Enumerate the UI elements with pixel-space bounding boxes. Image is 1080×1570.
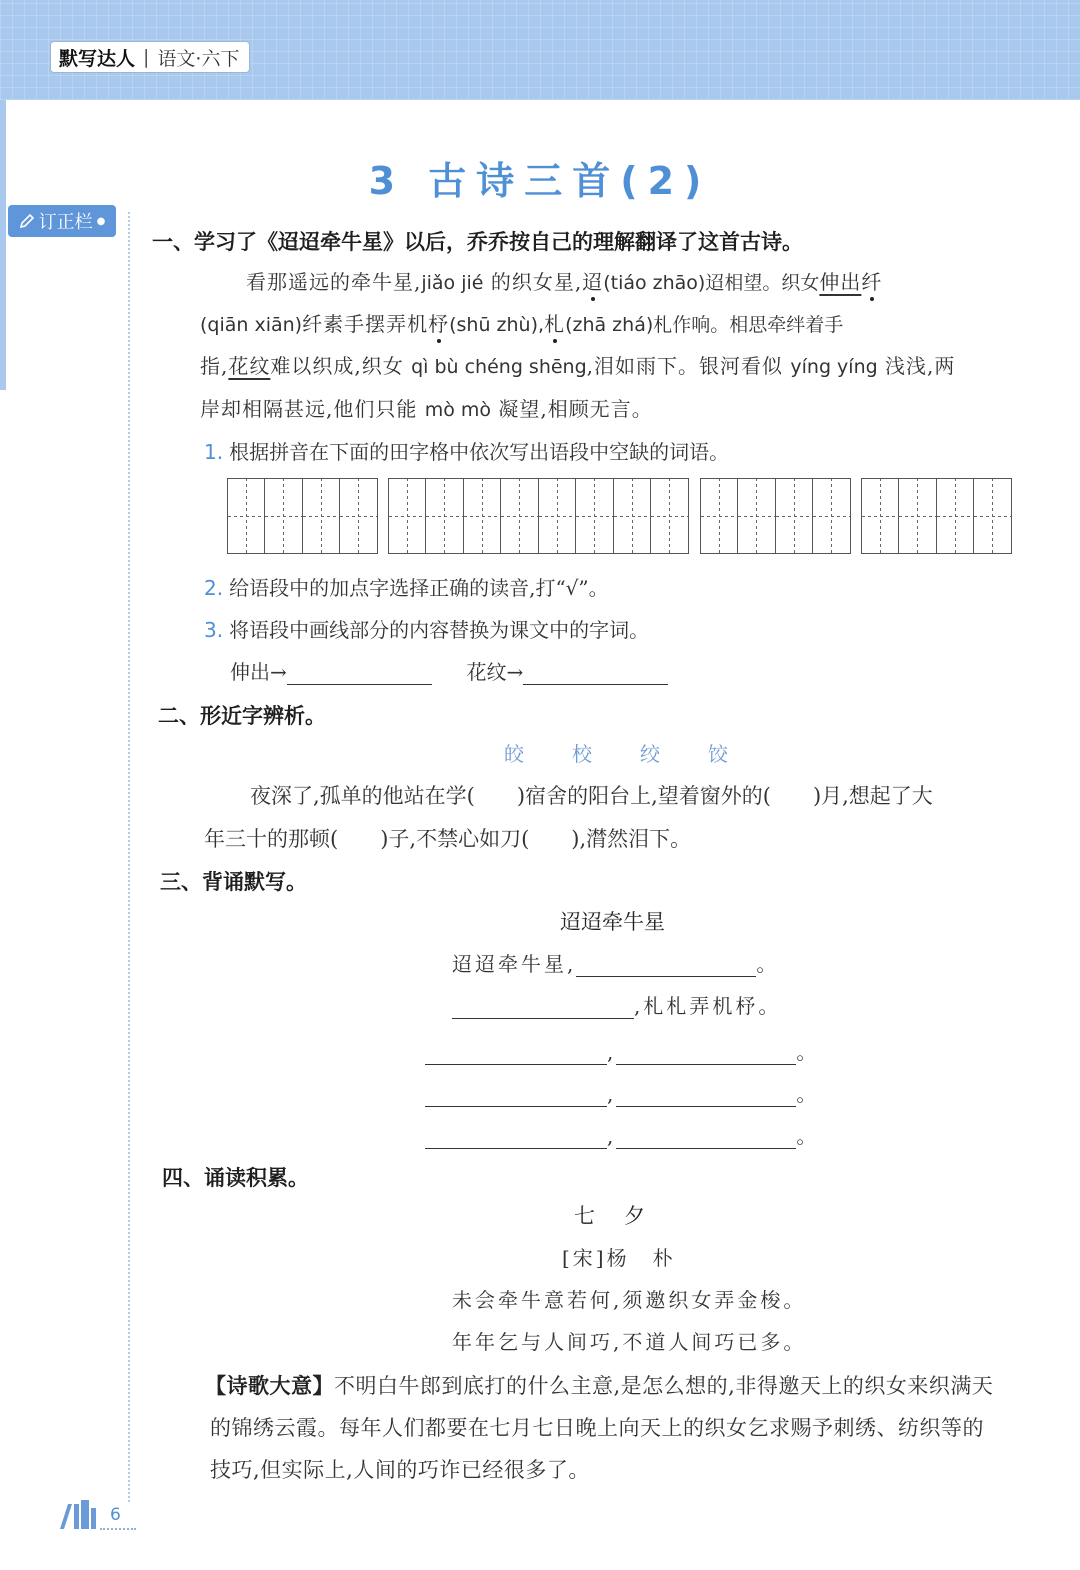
paragraph-line-3: 指,花纹难以织成,织女 qì bù chéng shēng,泪如雨下。银河看似 yíng yíng 浅浅,两 [200,354,956,378]
tianzi-grid-3[interactable] [700,478,851,554]
tianzi-grid-2[interactable] [388,478,689,554]
paragraph-line-4: 岸却相隔甚远,他们只能 mò mò 凝望,相顾无言。 [200,397,653,421]
replace-answers [230,656,668,685]
page-number: 6 [110,1505,121,1525]
recite-blank-3b[interactable] [616,1042,796,1065]
choice-characters: 皎 校 绞 饺 [504,742,728,766]
recite-line-1: 迢迢牵牛星, 。 [452,952,780,976]
replace-label-1: 伸出→ [230,660,287,684]
paragraph-line-2: (qiān xiān)纤素手摆弄机杼(shū zhù),札(zhā zhá)札作响。相思牵绊着手 [200,312,844,336]
section2-sentence-2: 年三十的那顿( )子,不禁心如刀( ),潸然泪下。 [204,827,692,851]
section4-poem-title: 七 夕 [574,1204,649,1228]
header-tag [50,41,250,73]
poem-author: [宋]杨 朴 [562,1246,676,1270]
question-3: 3. 将语段中画线部分的内容替换为课文中的字词。 [204,618,650,642]
question-2: 2. 给语段中的加点字选择正确的读音,打“√”。 [204,576,609,600]
replace-blank-1[interactable] [287,660,432,685]
poem-line-1: 未会牵牛意若何,须邀织女弄金梭。 [452,1288,807,1312]
replace-blank-2[interactable] [523,660,668,685]
recite-blank-2[interactable] [452,994,634,1019]
recite-blank-4b[interactable] [616,1084,796,1107]
section2-sentence-1: 夜深了,孤单的他站在学( )宿舍的阳台上,望着窗外的( )月,想起了大 [250,784,933,808]
pencil-icon [19,213,35,229]
tianzi-grid-4[interactable] [861,478,1012,554]
section1-heading: 一、学习了《迢迢牵牛星》以后，乔乔按自己的理解翻译了这首古诗。 [152,230,803,254]
side-strip [0,100,6,390]
section3-heading: 三、背诵默写。 [160,870,307,894]
recite-line-3: , 。 [425,1036,819,1065]
section4-heading: 四、诵读积累。 [162,1166,309,1190]
lesson-title: 3 古诗三首(2) [368,159,712,203]
section2-heading: 二、形近字辨析。 [158,704,326,728]
recite-line-5: , 。 [425,1120,819,1149]
books-icon [58,1500,100,1530]
header-brand: 默写达人 [59,47,136,70]
meaning-line-2: 的锦绣云霞。每年人们都要在七月七日晚上向天上的织女乞求赐予刺绣、纺织等的 [210,1416,984,1440]
tianzi-grid-1[interactable] [227,478,378,554]
recite-blank-3a[interactable] [425,1042,607,1065]
header-subject: 语文·六下 [157,47,240,70]
header-separator: | [143,46,150,68]
recite-blank-5b[interactable] [616,1126,796,1149]
recite-blank-1[interactable] [576,952,756,977]
section3-poem-title: 迢迢牵牛星 [560,910,665,934]
recite-line-2: ,札札弄机杼。 [452,990,781,1019]
footer-dots [100,1528,136,1530]
margin-dotted-line [128,212,130,1502]
paragraph-line-1: 看那遥远的牵牛星,jiǎo jié 的织女星,迢(tiáo zhāo)迢相望。织女伸出纤 [246,270,883,294]
meaning-line-1: 【诗歌大意】不明白牛郎到底打的什么主意,是怎么想的,非得邀天上的织女来织满天 [205,1374,994,1398]
poem-line-2: 年年乞与人间巧,不道人间巧已多。 [452,1330,807,1354]
meaning-line-3: 技巧,但实际上,人间的巧诈已经很多了。 [210,1458,590,1482]
correction-label: 订正栏 [38,212,93,233]
correction-tab: 订正栏 ● [8,205,116,237]
recite-blank-4a[interactable] [425,1084,607,1107]
question-1: 1. 根据拼音在下面的田字格中依次写出语段中空缺的词语。 [204,440,730,464]
recite-line-4: , 。 [425,1078,819,1107]
replace-label-2: 花纹→ [466,660,524,684]
meaning-label: 【诗歌大意】 [205,1374,334,1398]
recite-blank-5a[interactable] [425,1126,607,1149]
